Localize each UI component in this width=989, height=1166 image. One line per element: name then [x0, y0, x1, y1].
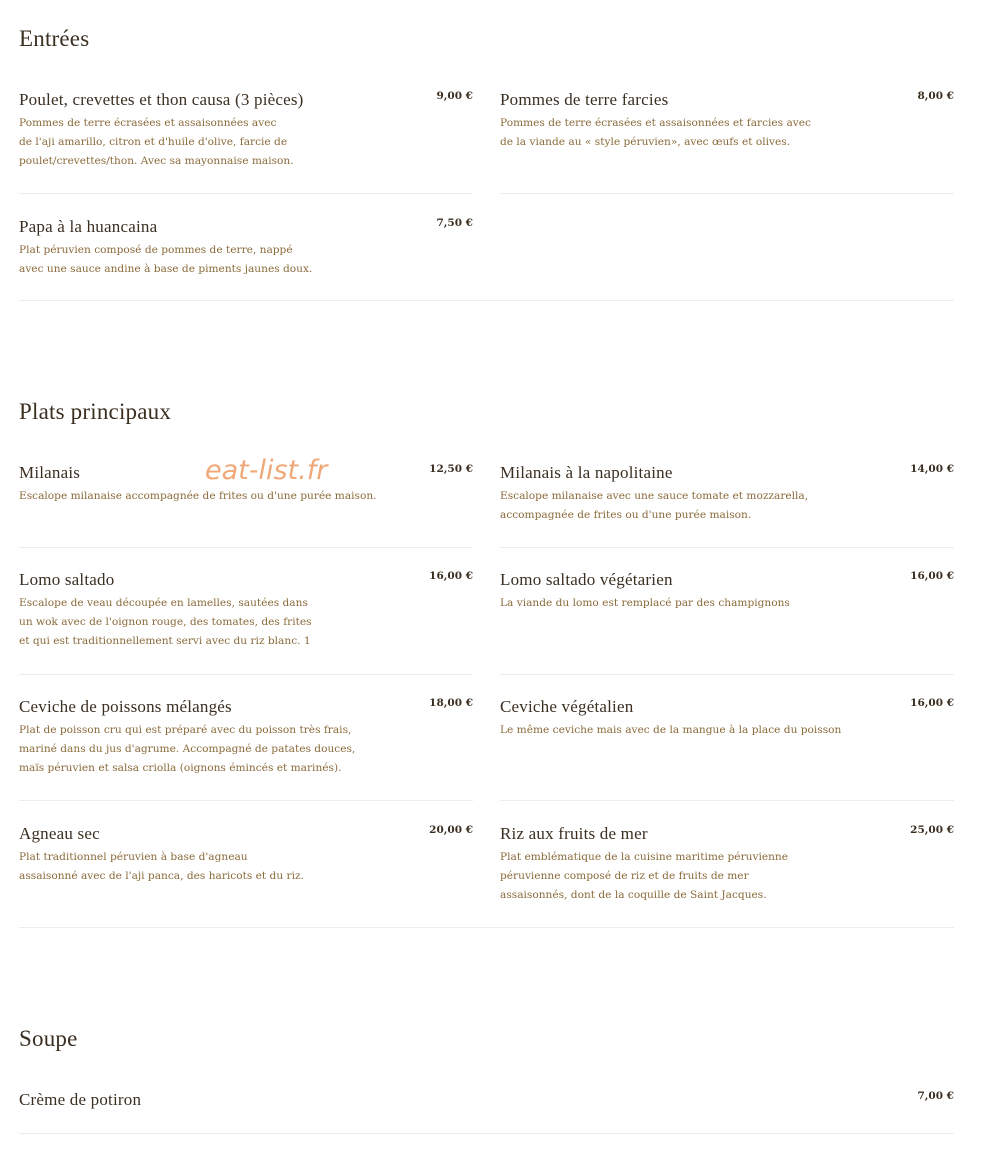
item-price: 16,00 € — [910, 697, 954, 709]
item-description: Pommes de terre écrasées et assaisonnées et farcies avec de la viande au « style péruvien», avec œufs et olives. — [500, 117, 811, 148]
section-title: Soupe — [19, 1026, 78, 1051]
item-price: 7,00 € — [917, 1090, 954, 1102]
item-name: Pommes de terre farcies — [500, 90, 669, 109]
item-price: 16,00 € — [910, 570, 954, 582]
item-description: Pommes de terre écrasées et assaisonnées avec de l'aji amarillo, citron et d'huile d'olive, farcie de poulet/crevettes/thon. Avec sa mayonnaise maison. — [19, 117, 294, 167]
item-description: Plat de poisson cru qui est préparé avec du poisson très frais, mariné dans du jus d'agrume. Accompagné de patates douces, maïs péruvien et salsa criolla (oignons émincés et marinés). — [19, 724, 356, 774]
item-name: Milanais à la napolitaine — [500, 463, 673, 482]
item-price: 25,00 € — [910, 824, 954, 836]
item-description: Plat péruvien composé de pommes de terre, nappé avec une sauce andine à base de piments jaunes doux. — [19, 244, 313, 275]
item-price: 18,00 € — [429, 697, 473, 709]
section-title: Entrées — [19, 26, 90, 51]
item-name: Papa à la huancaina — [19, 217, 158, 236]
item-name: Lomo saltado végétarien — [500, 570, 673, 589]
item-name: Lomo saltado — [19, 570, 115, 589]
item-name: Poulet, crevettes et thon causa (3 pièces) — [19, 90, 304, 109]
item-description: Plat emblématique de la cuisine maritime péruvienne péruvienne composé de riz et de fruits de mer assaisonnés, dont de la coquille de Saint Jacques. — [500, 851, 789, 901]
item-price: 7,50 € — [436, 217, 473, 229]
section-title: Plats principaux — [19, 399, 172, 424]
item-name: Ceviche végétalien — [500, 697, 634, 716]
item-description: Escalope milanaise accompagnée de frites ou d'une purée maison. — [19, 490, 377, 502]
item-price: 8,00 € — [917, 90, 954, 102]
item-name: Crème de potiron — [19, 1090, 142, 1109]
item-name: Ceviche de poissons mélangés — [19, 697, 232, 716]
item-name: Milanais — [19, 463, 81, 482]
item-name: Riz aux fruits de mer — [500, 824, 648, 843]
item-price: 20,00 € — [429, 824, 473, 836]
item-name: Agneau sec — [19, 824, 100, 843]
item-description: Le même ceviche mais avec de la mangue à la place du poisson — [500, 724, 842, 736]
watermark: eat-list.fr — [205, 455, 328, 486]
item-price: 16,00 € — [429, 570, 473, 582]
section-soupe — [19, 0, 954, 1160]
item-description: La viande du lomo est remplacé par des champignons — [500, 597, 790, 609]
item-price: 14,00 € — [910, 463, 954, 475]
item-price: 12,50 € — [429, 463, 473, 475]
item-description: Escalope de veau découpée en lamelles, sautées dans un wok avec de l'oignon rouge, des tomates, des frites et qui est traditionnellement servi avec du riz blanc. 1 — [19, 597, 312, 647]
item-price: 9,00 € — [436, 90, 473, 102]
divider — [19, 1133, 954, 1134]
item-description: Escalope milanaise avec une sauce tomate et mozzarella, accompagnée de frites ou d'une purée maison. — [500, 490, 809, 521]
item-description: Plat traditionnel péruvien à base d'agneau assaisonné avec de l'aji panca, des haricots et du riz. — [19, 851, 304, 882]
